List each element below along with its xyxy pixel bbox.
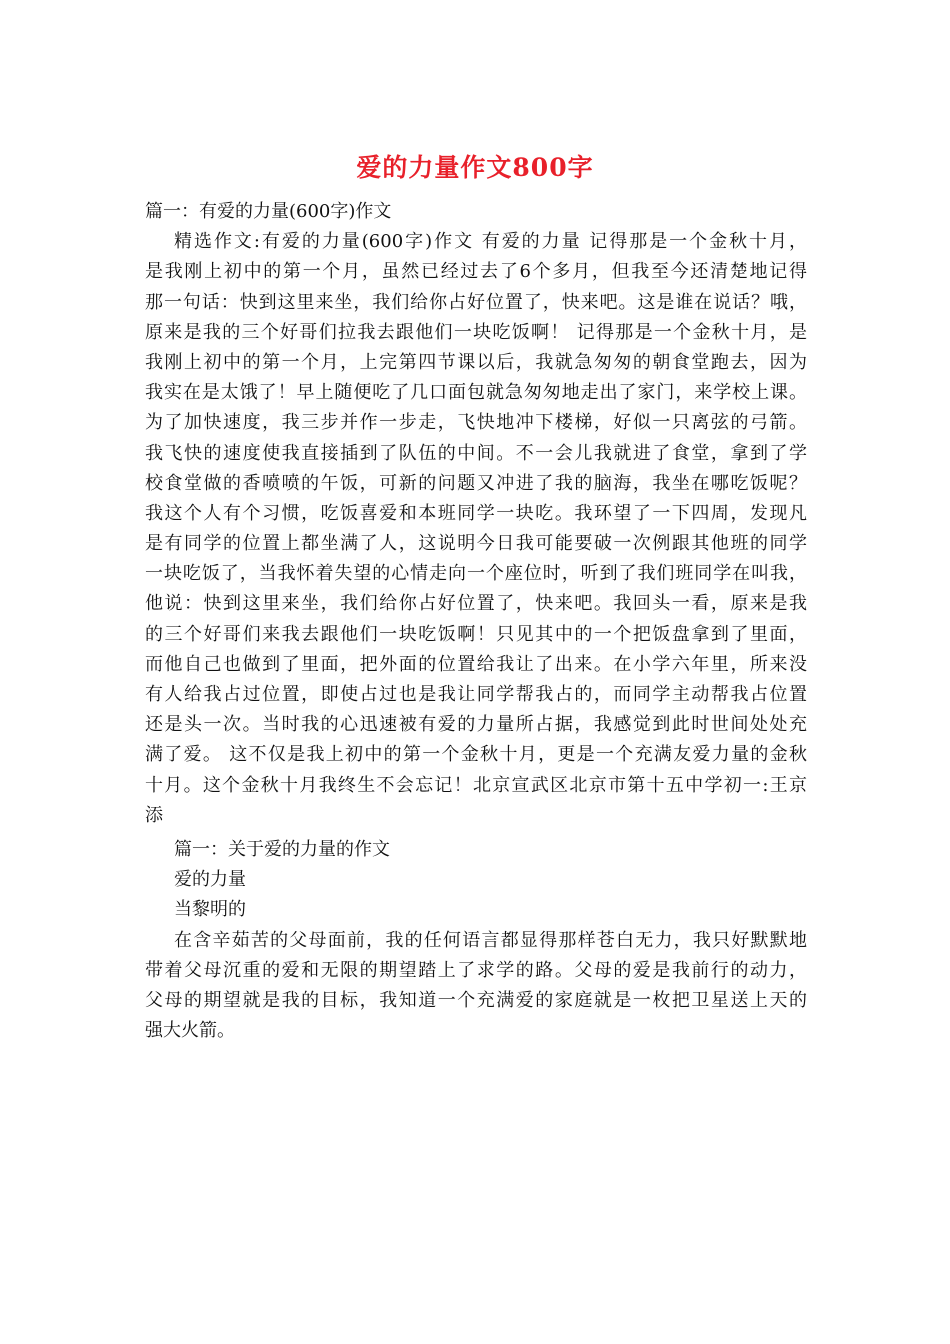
paragraph-line: 那一句话：快到这里来坐，我们给你占好位置了，快来吧。这是谁在说话？哦， <box>145 291 807 313</box>
paragraph-line: 强大火箭。 <box>145 1020 235 1042</box>
section-2-paragraph <box>145 926 807 1047</box>
paragraph-line: 我这个人有个习惯，吃饭喜爱和本班同学一块吃。我环望了一下四周，发现凡 <box>145 502 807 524</box>
paragraph-line: 有人给我占过位置，即使占过也是我让同学帮我占的，而同学主动帮我占位置 <box>145 684 807 705</box>
section-2-subtitle: 爱的力量 <box>174 869 246 891</box>
paragraph-line: 我刚上初中的第一个月，上完第四节课以后，我就急匆匆的朝食堂跑去，因为 <box>145 351 807 373</box>
paragraph-line: 的三个好哥们来我去跟他们一块吃饭啊！只见其中的一个把饭盘拿到了里面， <box>145 623 807 645</box>
paragraph-line: 父母的期望就是我的目标，我知道一个充满爱的家庭就是一枚把卫星送上天的 <box>145 989 807 1011</box>
paragraph-line: 带着父母沉重的爱和无限的期望踏上了求学的路。父母的爱是我前行的动力， <box>145 959 807 981</box>
paragraph-line: 精选作文:有爱的力量(600字)作文 有爱的力量 记得那是一个金秋十月， <box>174 231 807 253</box>
paragraph-line: 是我刚上初中的第一个月，虽然已经过去了6个多月，但我至今还清楚地记得 <box>145 261 807 283</box>
paragraph-line: 我飞快的速度使我直接插到了队伍的中间。不一会儿我就进了食堂，拿到了学 <box>145 442 807 464</box>
document-body <box>145 197 807 1046</box>
paragraph-line: 是有同学的位置上都坐满了人，这说明今日我可能要破一次例跟其他班的同学 <box>145 533 807 555</box>
paragraph-line: 而他自己也做到了里面，把外面的位置给我让了出来。在小学六年里，所来没 <box>145 653 807 675</box>
section-1-paragraph <box>145 227 807 831</box>
section-1-heading: 篇一：有爱的力量(600字)作文 <box>145 201 392 222</box>
paragraph-line: 校食堂做的香喷喷的午饭，可新的问题又冲进了我的脑海，我坐在哪吃饭呢？ <box>145 472 807 494</box>
section-2-author: 当黎明的 <box>174 899 246 921</box>
paragraph-line: 为了加快速度，我三步并作一步走，飞快地冲下楼梯，好似一只离弦的弓箭。 <box>145 412 807 434</box>
paragraph-line: 原来是我的三个好哥们拉我去跟他们一块吃饭啊！ 记得那是一个金秋十月，是 <box>145 321 807 343</box>
paragraph-line: 十月。这个金秋十月我终生不会忘记！北京宣武区北京市第十五中学初一:王京 <box>145 774 807 796</box>
paragraph-line: 在含辛茹苦的父母面前，我的任何语言都显得那样苍白无力，我只好默默地 <box>174 929 807 951</box>
document-title: 爱的力量作文800字 <box>356 153 594 182</box>
paragraph-line: 还是头一次。当时我的心迅速被有爱的力量所占据，我感觉到此时世间处处充 <box>145 714 807 736</box>
paragraph-line: 我实在是太饿了！早上随便吃了几口面包就急匆匆地走出了家门，来学校上课。 <box>145 382 807 404</box>
paragraph-line: 添 <box>145 804 163 826</box>
section-2-heading: 篇一：关于爱的力量的作文 <box>174 838 390 860</box>
paragraph-line: 一块吃饭了，当我怀着失望的心情走向一个座位时，听到了我们班同学在叫我， <box>145 563 807 585</box>
paragraph-line: 他说：快到这里来坐，我们给你占好位置了，快来吧。我回头一看，原来是我 <box>145 593 807 615</box>
paragraph-line: 满了爱。 这不仅是我上初中的第一个金秋十月，更是一个充满友爱力量的金秋 <box>145 744 807 766</box>
